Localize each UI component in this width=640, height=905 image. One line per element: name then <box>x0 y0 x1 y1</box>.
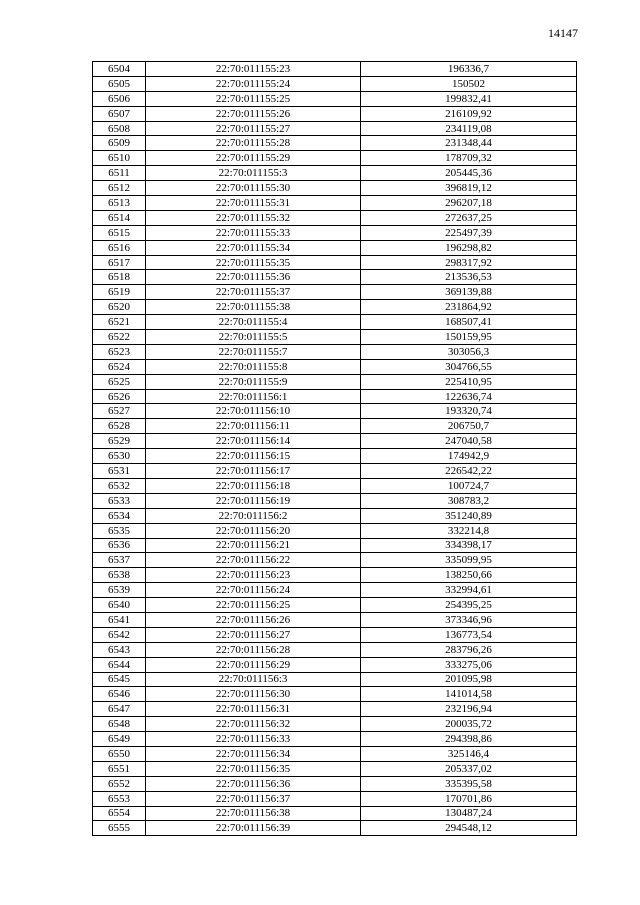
cadastral-number-cell: 22:70:011156:29 <box>146 657 361 672</box>
value-cell: 272637,25 <box>361 210 577 225</box>
value-cell: 335099,95 <box>361 553 577 568</box>
cadastral-number-cell: 22:70:011155:3 <box>146 166 361 181</box>
row-number-cell: 6510 <box>93 151 146 166</box>
table-row <box>93 791 577 806</box>
table-row <box>93 538 577 553</box>
value-cell: 196298,82 <box>361 240 577 255</box>
table-row <box>93 702 577 717</box>
cadastral-number-cell: 22:70:011156:10 <box>146 404 361 419</box>
value-cell: 205445,36 <box>361 166 577 181</box>
value-cell: 122636,74 <box>361 389 577 404</box>
row-number-cell: 6531 <box>93 464 146 479</box>
cadastral-number-cell: 22:70:011155:9 <box>146 374 361 389</box>
table-row <box>93 568 577 583</box>
row-number-cell: 6544 <box>93 657 146 672</box>
cadastral-number-cell: 22:70:011156:18 <box>146 478 361 493</box>
row-number-cell: 6519 <box>93 285 146 300</box>
cadastral-number-cell: 22:70:011156:26 <box>146 612 361 627</box>
cadastral-number-cell: 22:70:011155:31 <box>146 196 361 211</box>
row-number-cell: 6509 <box>93 136 146 151</box>
table-row <box>93 732 577 747</box>
table-row <box>93 821 577 836</box>
cadastral-number-cell: 22:70:011156:39 <box>146 821 361 836</box>
value-cell: 178709,32 <box>361 151 577 166</box>
table-row <box>93 493 577 508</box>
cadastral-number-cell: 22:70:011155:28 <box>146 136 361 151</box>
row-number-cell: 6515 <box>93 225 146 240</box>
cadastral-number-cell: 22:70:011156:28 <box>146 642 361 657</box>
value-cell: 332994,61 <box>361 583 577 598</box>
row-number-cell: 6511 <box>93 166 146 181</box>
row-number-cell: 6546 <box>93 687 146 702</box>
cadastral-number-cell: 22:70:011156:27 <box>146 627 361 642</box>
row-number-cell: 6540 <box>93 598 146 613</box>
table-row <box>93 449 577 464</box>
value-cell: 199832,41 <box>361 91 577 106</box>
row-number-cell: 6555 <box>93 821 146 836</box>
row-number-cell: 6534 <box>93 508 146 523</box>
value-cell: 150159,95 <box>361 330 577 345</box>
row-number-cell: 6512 <box>93 181 146 196</box>
table-row <box>93 806 577 821</box>
row-number-cell: 6528 <box>93 419 146 434</box>
row-number-cell: 6522 <box>93 330 146 345</box>
table-row <box>93 136 577 151</box>
row-number-cell: 6533 <box>93 493 146 508</box>
row-number-cell: 6543 <box>93 642 146 657</box>
row-number-cell: 6514 <box>93 210 146 225</box>
row-number-cell: 6525 <box>93 374 146 389</box>
table-row <box>93 91 577 106</box>
row-number-cell: 6504 <box>93 62 146 77</box>
table-row <box>93 255 577 270</box>
value-cell: 216109,92 <box>361 106 577 121</box>
row-number-cell: 6526 <box>93 389 146 404</box>
row-number-cell: 6547 <box>93 702 146 717</box>
cadastral-number-cell: 22:70:011156:24 <box>146 583 361 598</box>
table-row <box>93 657 577 672</box>
table-body <box>93 62 577 836</box>
cadastral-number-cell: 22:70:011156:2 <box>146 508 361 523</box>
cadastral-number-cell: 22:70:011156:37 <box>146 791 361 806</box>
table-row <box>93 583 577 598</box>
row-number-cell: 6539 <box>93 583 146 598</box>
value-cell: 335395,58 <box>361 776 577 791</box>
row-number-cell: 6551 <box>93 761 146 776</box>
cadastral-number-cell: 22:70:011156:14 <box>146 434 361 449</box>
cadastral-number-cell: 22:70:011155:33 <box>146 225 361 240</box>
table-row <box>93 76 577 91</box>
cadastral-number-cell: 22:70:011156:11 <box>146 419 361 434</box>
value-cell: 193320,74 <box>361 404 577 419</box>
row-number-cell: 6541 <box>93 612 146 627</box>
row-number-cell: 6516 <box>93 240 146 255</box>
cadastral-number-cell: 22:70:011155:36 <box>146 270 361 285</box>
value-cell: 231348,44 <box>361 136 577 151</box>
value-cell: 136773,54 <box>361 627 577 642</box>
value-cell: 304766,55 <box>361 359 577 374</box>
table-row <box>93 344 577 359</box>
table-row <box>93 523 577 538</box>
value-cell: 298317,92 <box>361 255 577 270</box>
value-cell: 168507,41 <box>361 315 577 330</box>
row-number-cell: 6506 <box>93 91 146 106</box>
cadastral-number-cell: 22:70:011156:19 <box>146 493 361 508</box>
row-number-cell: 6527 <box>93 404 146 419</box>
row-number-cell: 6532 <box>93 478 146 493</box>
value-cell: 225497,39 <box>361 225 577 240</box>
value-cell: 308783,2 <box>361 493 577 508</box>
table-row <box>93 508 577 523</box>
cadastral-number-cell: 22:70:011156:3 <box>146 672 361 687</box>
table-row <box>93 270 577 285</box>
row-number-cell: 6545 <box>93 672 146 687</box>
row-number-cell: 6548 <box>93 717 146 732</box>
value-cell: 225410,95 <box>361 374 577 389</box>
value-cell: 231864,92 <box>361 300 577 315</box>
cadastral-number-cell: 22:70:011156:34 <box>146 746 361 761</box>
value-cell: 226542,22 <box>361 464 577 479</box>
table-row <box>93 374 577 389</box>
table-row <box>93 181 577 196</box>
cadastral-number-cell: 22:70:011156:30 <box>146 687 361 702</box>
value-cell: 333275,06 <box>361 657 577 672</box>
cadastral-number-cell: 22:70:011156:31 <box>146 702 361 717</box>
table-row <box>93 404 577 419</box>
cadastral-number-cell: 22:70:011155:35 <box>146 255 361 270</box>
cadastral-number-cell: 22:70:011156:33 <box>146 732 361 747</box>
value-cell: 294548,12 <box>361 821 577 836</box>
value-cell: 369139,88 <box>361 285 577 300</box>
table-row <box>93 598 577 613</box>
table-row <box>93 196 577 211</box>
value-cell: 373346,96 <box>361 612 577 627</box>
cadastral-number-cell: 22:70:011156:38 <box>146 806 361 821</box>
row-number-cell: 6553 <box>93 791 146 806</box>
value-cell: 213536,53 <box>361 270 577 285</box>
table-row <box>93 62 577 77</box>
table-row <box>93 225 577 240</box>
cadastral-number-cell: 22:70:011155:30 <box>146 181 361 196</box>
table-row <box>93 330 577 345</box>
cadastral-number-cell: 22:70:011156:21 <box>146 538 361 553</box>
value-cell: 130487,24 <box>361 806 577 821</box>
row-number-cell: 6535 <box>93 523 146 538</box>
row-number-cell: 6529 <box>93 434 146 449</box>
table-row <box>93 478 577 493</box>
value-cell: 303056,3 <box>361 344 577 359</box>
table-row <box>93 612 577 627</box>
table-row <box>93 553 577 568</box>
table-row <box>93 419 577 434</box>
row-number-cell: 6523 <box>93 344 146 359</box>
table-row <box>93 300 577 315</box>
cadastral-number-cell: 22:70:011155:8 <box>146 359 361 374</box>
value-cell: 205337,02 <box>361 761 577 776</box>
value-cell: 141014,58 <box>361 687 577 702</box>
value-cell: 351240,89 <box>361 508 577 523</box>
cadastral-number-cell: 22:70:011155:23 <box>146 62 361 77</box>
value-cell: 247040,58 <box>361 434 577 449</box>
cadastral-number-cell: 22:70:011155:4 <box>146 315 361 330</box>
value-cell: 283796,26 <box>361 642 577 657</box>
cadastral-number-cell: 22:70:011156:1 <box>146 389 361 404</box>
row-number-cell: 6513 <box>93 196 146 211</box>
cadastral-number-cell: 22:70:011155:7 <box>146 344 361 359</box>
row-number-cell: 6518 <box>93 270 146 285</box>
table-row <box>93 642 577 657</box>
cadastral-number-cell: 22:70:011155:24 <box>146 76 361 91</box>
table-row <box>93 210 577 225</box>
table-row <box>93 687 577 702</box>
cadastral-number-cell: 22:70:011155:26 <box>146 106 361 121</box>
value-cell: 200035,72 <box>361 717 577 732</box>
table-row <box>93 746 577 761</box>
row-number-cell: 6520 <box>93 300 146 315</box>
page-number: 14147 <box>548 26 578 40</box>
cadastral-number-cell: 22:70:011156:17 <box>146 464 361 479</box>
value-cell: 196336,7 <box>361 62 577 77</box>
table-row <box>93 106 577 121</box>
cadastral-number-cell: 22:70:011156:15 <box>146 449 361 464</box>
value-cell: 396819,12 <box>361 181 577 196</box>
row-number-cell: 6521 <box>93 315 146 330</box>
cadastral-number-cell: 22:70:011156:35 <box>146 761 361 776</box>
value-cell: 100724,7 <box>361 478 577 493</box>
row-number-cell: 6550 <box>93 746 146 761</box>
table-row <box>93 121 577 136</box>
table-row <box>93 315 577 330</box>
value-cell: 201095,98 <box>361 672 577 687</box>
table-row <box>93 389 577 404</box>
row-number-cell: 6536 <box>93 538 146 553</box>
cadastral-number-cell: 22:70:011155:37 <box>146 285 361 300</box>
table-row <box>93 464 577 479</box>
value-cell: 206750,7 <box>361 419 577 434</box>
row-number-cell: 6552 <box>93 776 146 791</box>
cadastral-number-cell: 22:70:011155:32 <box>146 210 361 225</box>
table-row <box>93 285 577 300</box>
row-number-cell: 6508 <box>93 121 146 136</box>
table-row <box>93 166 577 181</box>
value-cell: 296207,18 <box>361 196 577 211</box>
row-number-cell: 6505 <box>93 76 146 91</box>
cadastral-number-cell: 22:70:011156:20 <box>146 523 361 538</box>
cadastral-table <box>92 61 577 836</box>
value-cell: 325146,4 <box>361 746 577 761</box>
row-number-cell: 6524 <box>93 359 146 374</box>
cadastral-number-cell: 22:70:011155:38 <box>146 300 361 315</box>
row-number-cell: 6538 <box>93 568 146 583</box>
table-row <box>93 359 577 374</box>
value-cell: 234119,08 <box>361 121 577 136</box>
value-cell: 232196,94 <box>361 702 577 717</box>
table-row <box>93 776 577 791</box>
row-number-cell: 6554 <box>93 806 146 821</box>
table-row <box>93 434 577 449</box>
table-row <box>93 240 577 255</box>
table-row <box>93 717 577 732</box>
cadastral-number-cell: 22:70:011155:27 <box>146 121 361 136</box>
value-cell: 150502 <box>361 76 577 91</box>
cadastral-number-cell: 22:70:011156:32 <box>146 717 361 732</box>
table-row <box>93 761 577 776</box>
row-number-cell: 6537 <box>93 553 146 568</box>
cadastral-number-cell: 22:70:011155:29 <box>146 151 361 166</box>
row-number-cell: 6549 <box>93 732 146 747</box>
value-cell: 332214,8 <box>361 523 577 538</box>
value-cell: 174942,9 <box>361 449 577 464</box>
cadastral-number-cell: 22:70:011155:34 <box>146 240 361 255</box>
cadastral-number-cell: 22:70:011156:36 <box>146 776 361 791</box>
table-row <box>93 672 577 687</box>
table-row <box>93 627 577 642</box>
value-cell: 294398,86 <box>361 732 577 747</box>
value-cell: 138250,66 <box>361 568 577 583</box>
cadastral-number-cell: 22:70:011156:23 <box>146 568 361 583</box>
cadastral-number-cell: 22:70:011155:5 <box>146 330 361 345</box>
cadastral-number-cell: 22:70:011156:25 <box>146 598 361 613</box>
table-row <box>93 151 577 166</box>
row-number-cell: 6517 <box>93 255 146 270</box>
row-number-cell: 6542 <box>93 627 146 642</box>
row-number-cell: 6507 <box>93 106 146 121</box>
value-cell: 170701,86 <box>361 791 577 806</box>
row-number-cell: 6530 <box>93 449 146 464</box>
cadastral-number-cell: 22:70:011155:25 <box>146 91 361 106</box>
cadastral-number-cell: 22:70:011156:22 <box>146 553 361 568</box>
value-cell: 334398,17 <box>361 538 577 553</box>
value-cell: 254395,25 <box>361 598 577 613</box>
